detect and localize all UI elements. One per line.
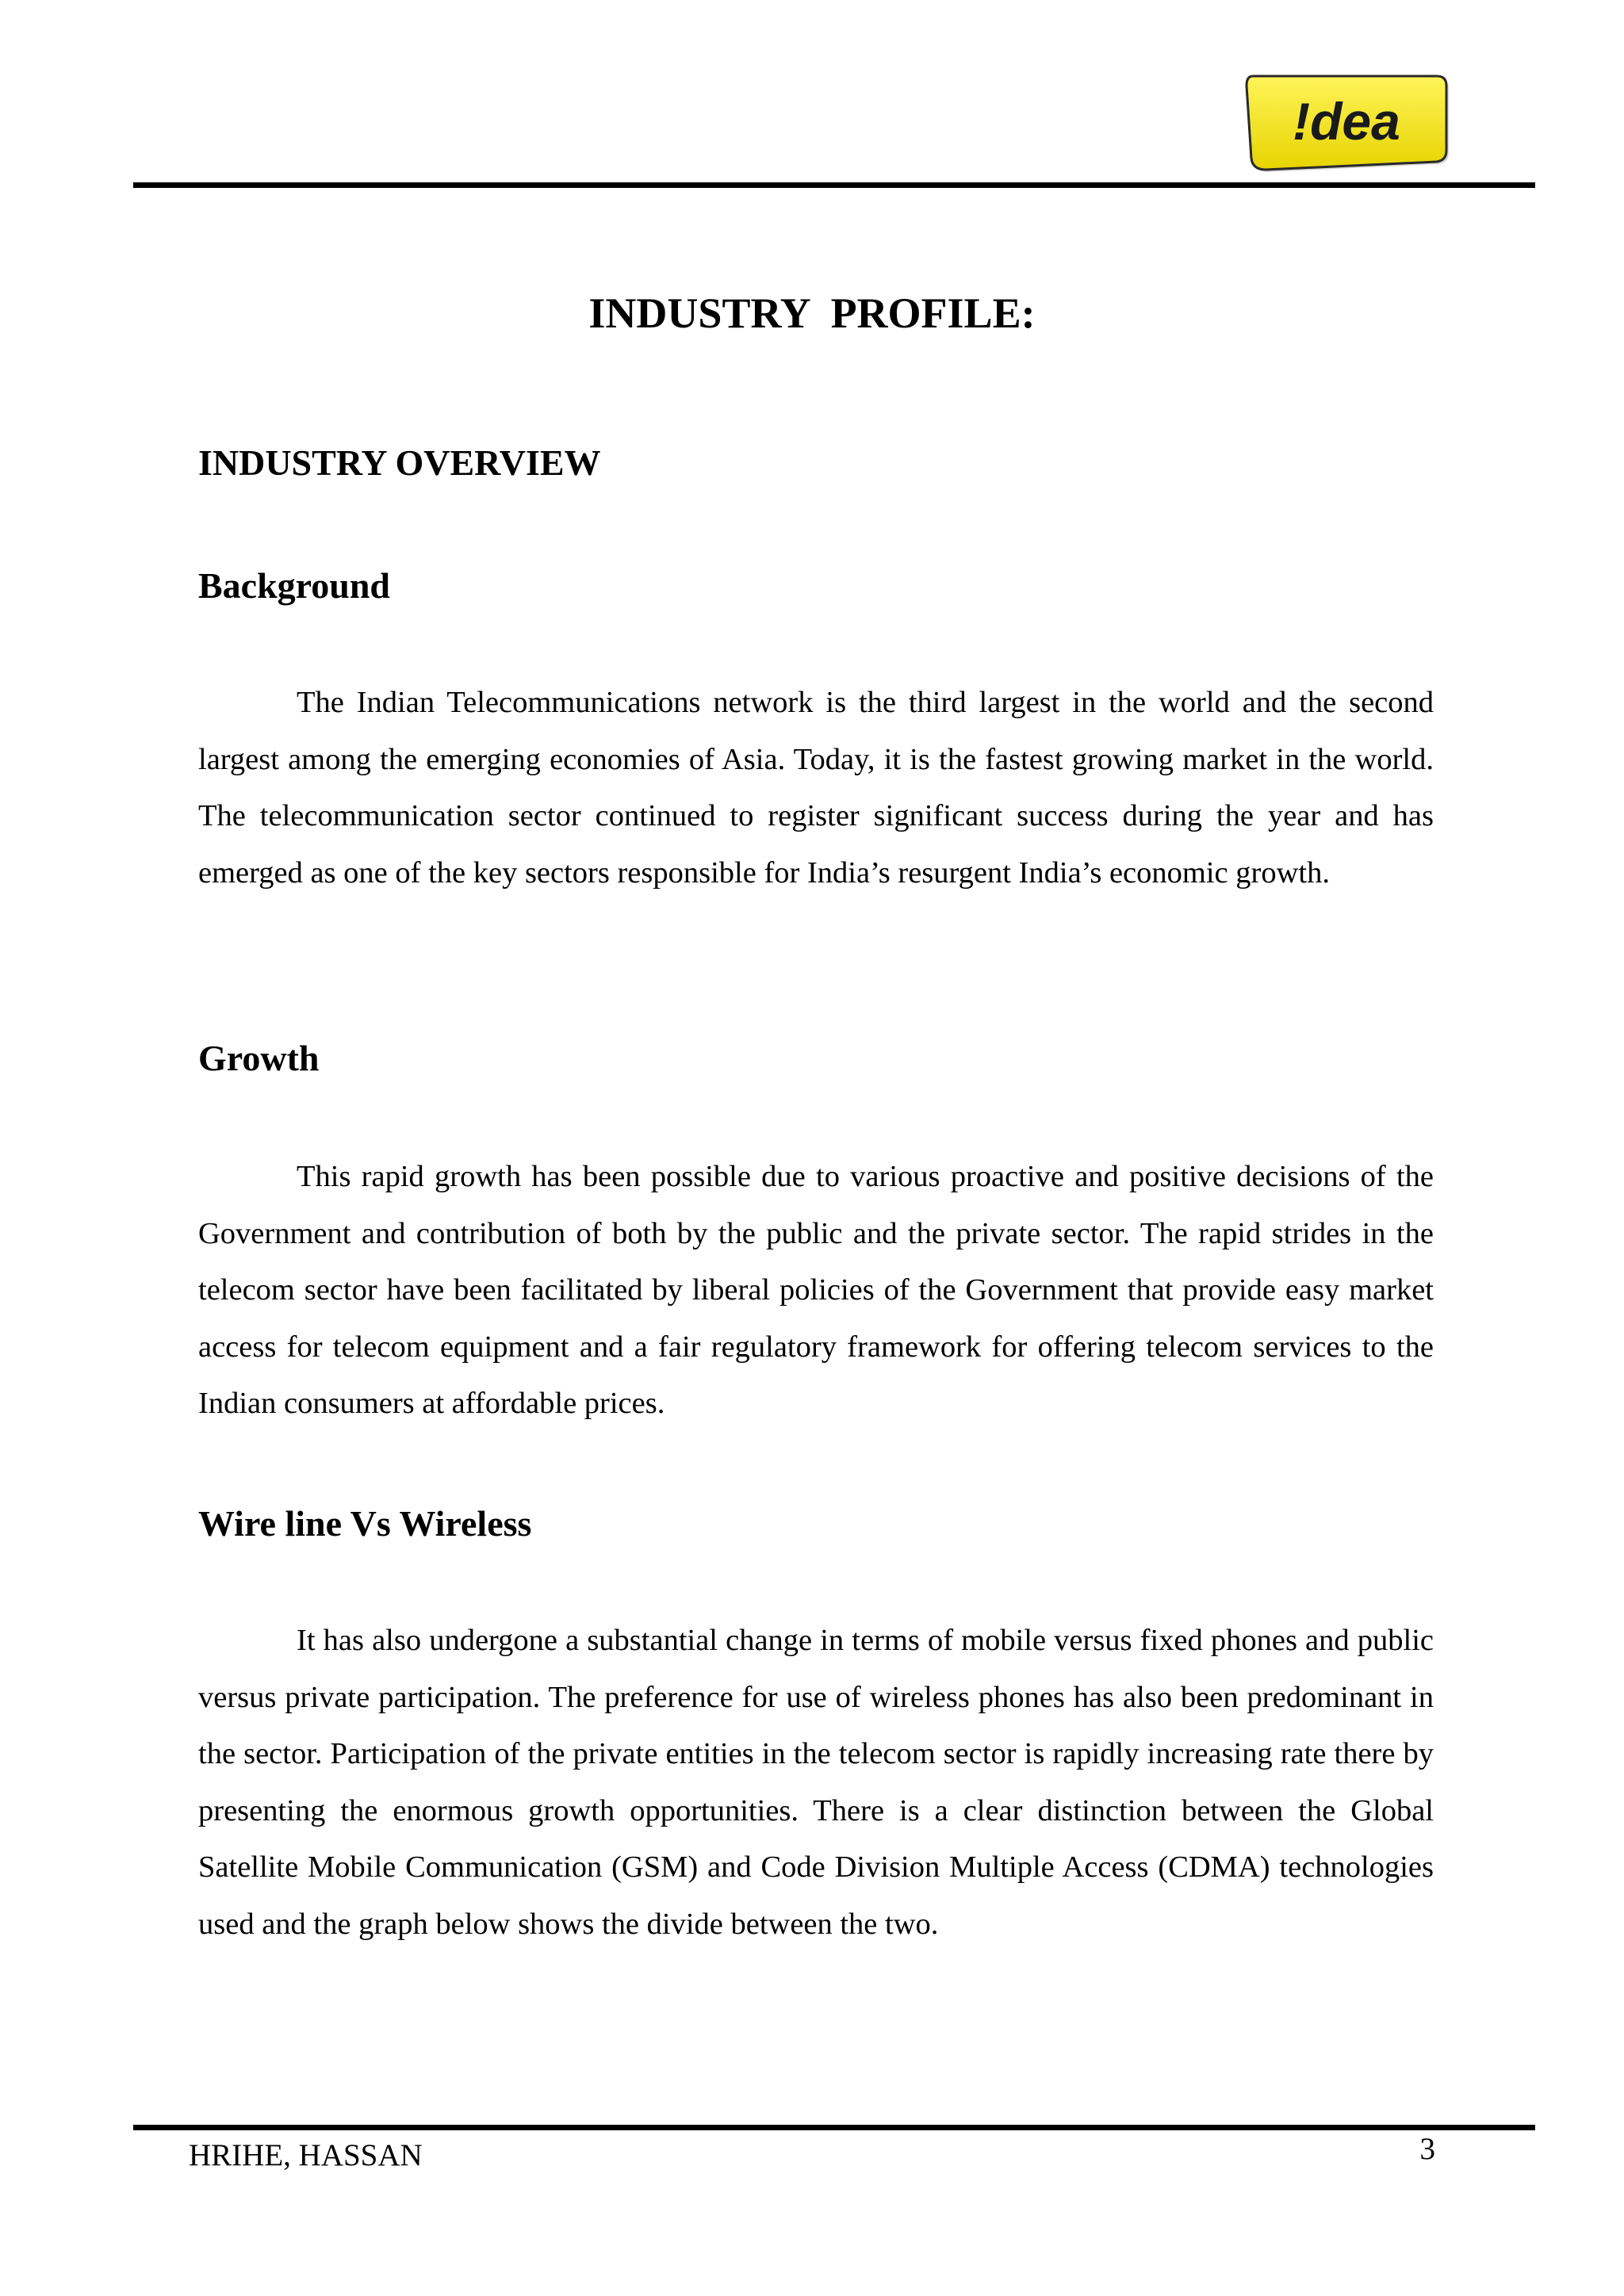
idea-logo-graphic xyxy=(1242,71,1454,176)
footer-institution: HRIHE, HASSAN xyxy=(189,2138,423,2172)
footer-rule xyxy=(133,2125,1535,2130)
section-heading-industry-overview: INDUSTRY OVERVIEW xyxy=(198,442,601,483)
section-heading-wireline-vs-wireless: Wire line Vs Wireless xyxy=(198,1503,532,1544)
idea-logo-text: !dea xyxy=(1293,92,1400,151)
paragraph-background: The Indian Telecommunications network is the third largest in the world and the second largest among the emerging economies of Asia. Today, it is the fastest growing market in the world. The telecommunication sector continued to register significant success during the year and has emerged as one of the key sectors responsible for India’s resurgent India’s economic growth. xyxy=(198,686,1434,890)
paragraph-wireline-vs-wireless: It has also undergone a substantial change in terms of mobile versus fixed phones and public versus private participation. The preference for use of wireless phones has also been predominant in the sector. Participation of the private entities in the telecom sector is rapidly increasing rate there by presenting the enormous growth opportunities. There is a clear distinction between the Global Satellite Mobile Communication (GSM) and Code Division Multiple Access (CDMA) technologies used and the graph below shows the divide between the two. xyxy=(198,1624,1434,1941)
section-heading-growth: Growth xyxy=(198,1038,320,1078)
section-heading-background: Background xyxy=(198,565,391,606)
page-number: 3 xyxy=(1419,2132,1435,2166)
idea-logo xyxy=(1242,71,1454,176)
page-title: INDUSTRY PROFILE: xyxy=(588,289,1036,337)
header-rule xyxy=(133,182,1535,188)
paragraph-growth: This rapid growth has been possible due to various proactive and positive decisions of the Government and contribution of both by the public and the private sector. The rapid strides in the telecom sector have been facilitated by liberal policies of the Government that provide easy market access for telecom equipment and a fair regulatory framework for offering telecom services to the Indian consumers at affordable prices. xyxy=(198,1160,1434,1420)
